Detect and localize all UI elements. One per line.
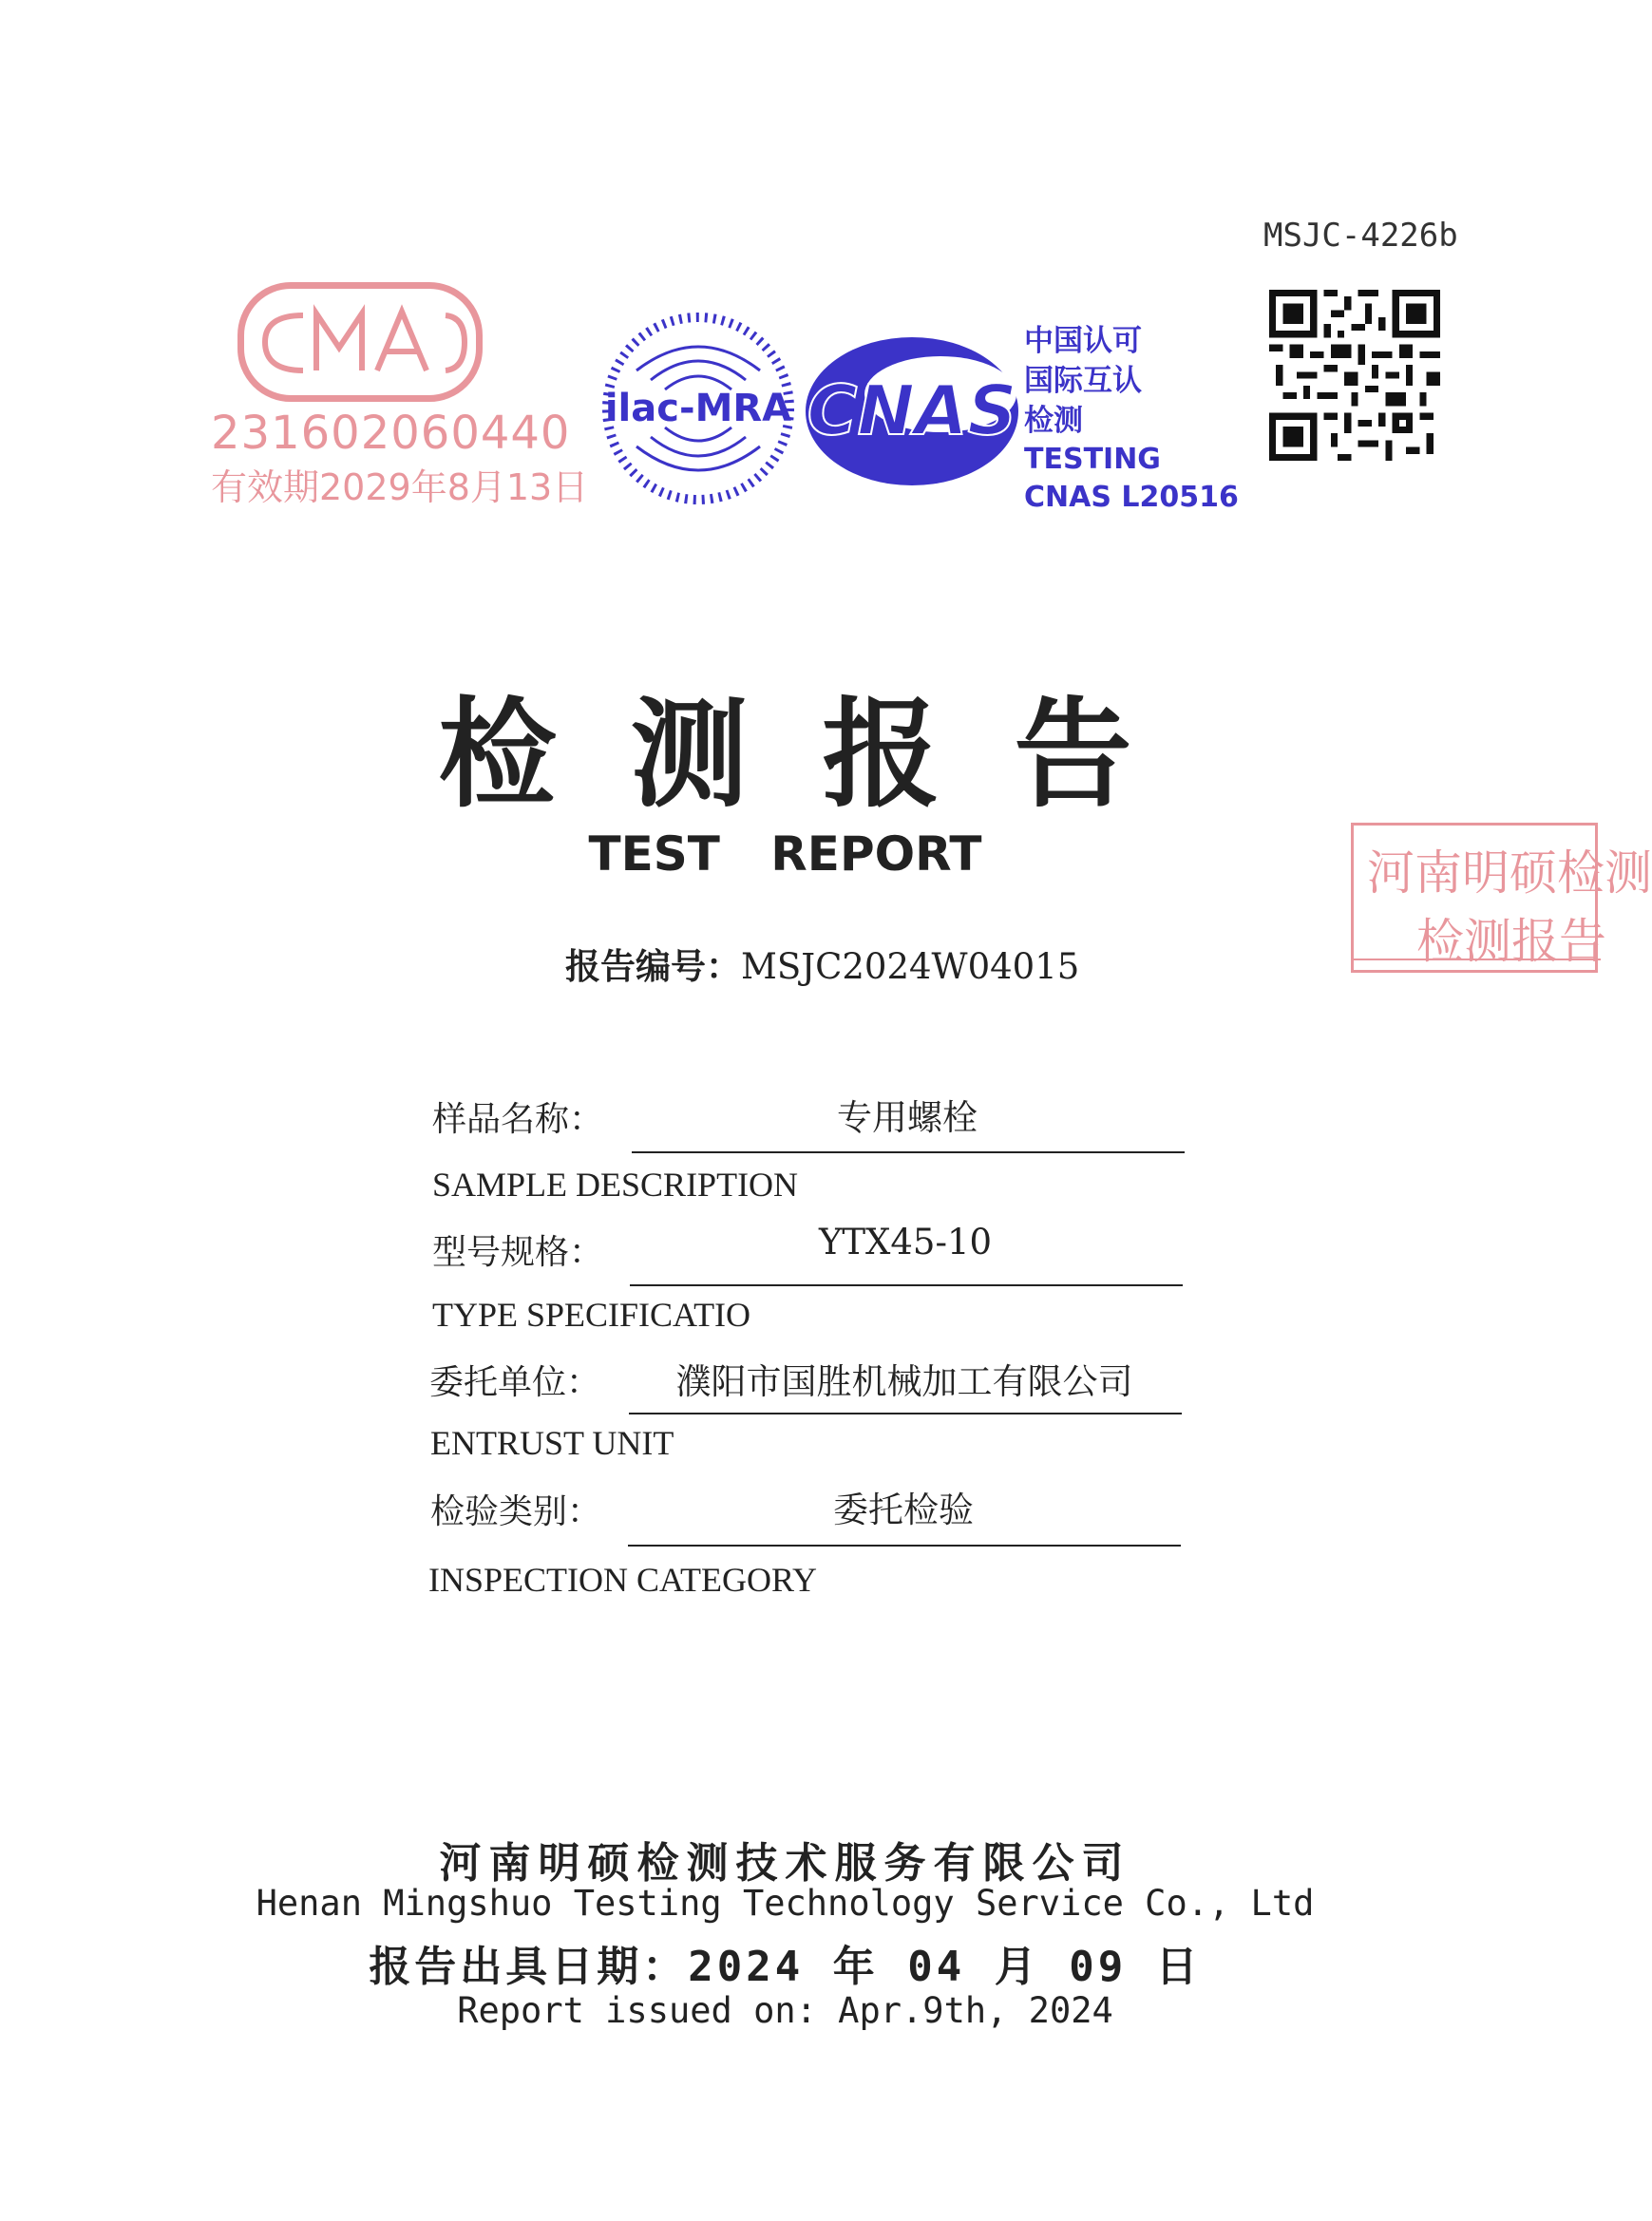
cma-cert-number: 231602060440 <box>211 407 571 460</box>
cnas-line: 中国认可 <box>1024 324 1142 358</box>
document-code: MSJC-4226b <box>1263 217 1458 255</box>
sample-description-en: SAMPLE DESCRIPTION <box>432 1166 799 1204</box>
cma-validity: 有效期2029年8月13日 <box>211 466 589 508</box>
seal-line-1: 河南明硕检测 <box>1367 845 1652 901</box>
cnas-accreditation-text <box>1024 321 1239 517</box>
cnas-line: 国际互认 <box>1024 364 1142 398</box>
cma-logo <box>237 282 483 402</box>
cnas-logo <box>798 328 1026 493</box>
inspection-category-value: 委托检验 <box>833 1490 974 1530</box>
report-number-value: MSJC2024W04015 <box>741 946 1080 987</box>
report-title-en: TEST REPORT <box>588 826 982 882</box>
svg-text:ilac-MRA: ilac-MRA <box>604 387 792 430</box>
field-underline <box>628 1545 1181 1547</box>
svg-text:CNAS: CNAS <box>807 370 1017 450</box>
type-specification-en: TYPE SPECIFICATIO <box>432 1296 751 1334</box>
qr-code-icon <box>1269 290 1440 465</box>
issue-date-en: Report issued on: Apr.9th, 2024 <box>457 1990 1113 2031</box>
field-underline <box>630 1284 1183 1286</box>
report-number <box>565 938 1079 989</box>
cnas-line: TESTING <box>1024 443 1161 476</box>
type-specification-value: YTX45-10 <box>818 1222 993 1262</box>
entrust-unit-en: ENTRUST UNIT <box>430 1424 674 1462</box>
inspection-category-label: 检验类别： <box>430 1492 602 1531</box>
entrust-unit-label: 委托单位： <box>429 1363 601 1402</box>
cma-letters-icon <box>244 289 476 395</box>
ilac-mra-logo <box>598 304 798 517</box>
seal-line-2: 检测报告 <box>1416 914 1606 969</box>
type-specification-label: 型号规格： <box>432 1233 604 1272</box>
sample-description-value: 专用螺栓 <box>837 1097 978 1138</box>
sample-description-label: 样品名称： <box>432 1100 604 1139</box>
inspection-category-en: INSPECTION CATEGORY <box>428 1561 818 1599</box>
company-name-zh: 河南明硕检测技术服务有限公司 <box>439 1839 1131 1888</box>
company-name-en: Henan Mingshuo Testing Technology Service Co., Ltd <box>256 1883 1315 1924</box>
issue-date-zh: 报告出具日期：2024 年 04 月 09 日 <box>369 1943 1202 1991</box>
cnas-line: CNAS L20516 <box>1024 481 1239 514</box>
field-underline <box>629 1413 1182 1414</box>
field-underline <box>632 1151 1185 1153</box>
company-seal-stamp <box>1351 823 1652 973</box>
cnas-line: 检测 <box>1024 404 1083 438</box>
entrust-unit-value: 濮阳市国胜机械加工有限公司 <box>675 1361 1133 1402</box>
report-title-zh: 检测报告 <box>438 686 1206 824</box>
report-number-label: 报告编号： <box>565 946 741 987</box>
